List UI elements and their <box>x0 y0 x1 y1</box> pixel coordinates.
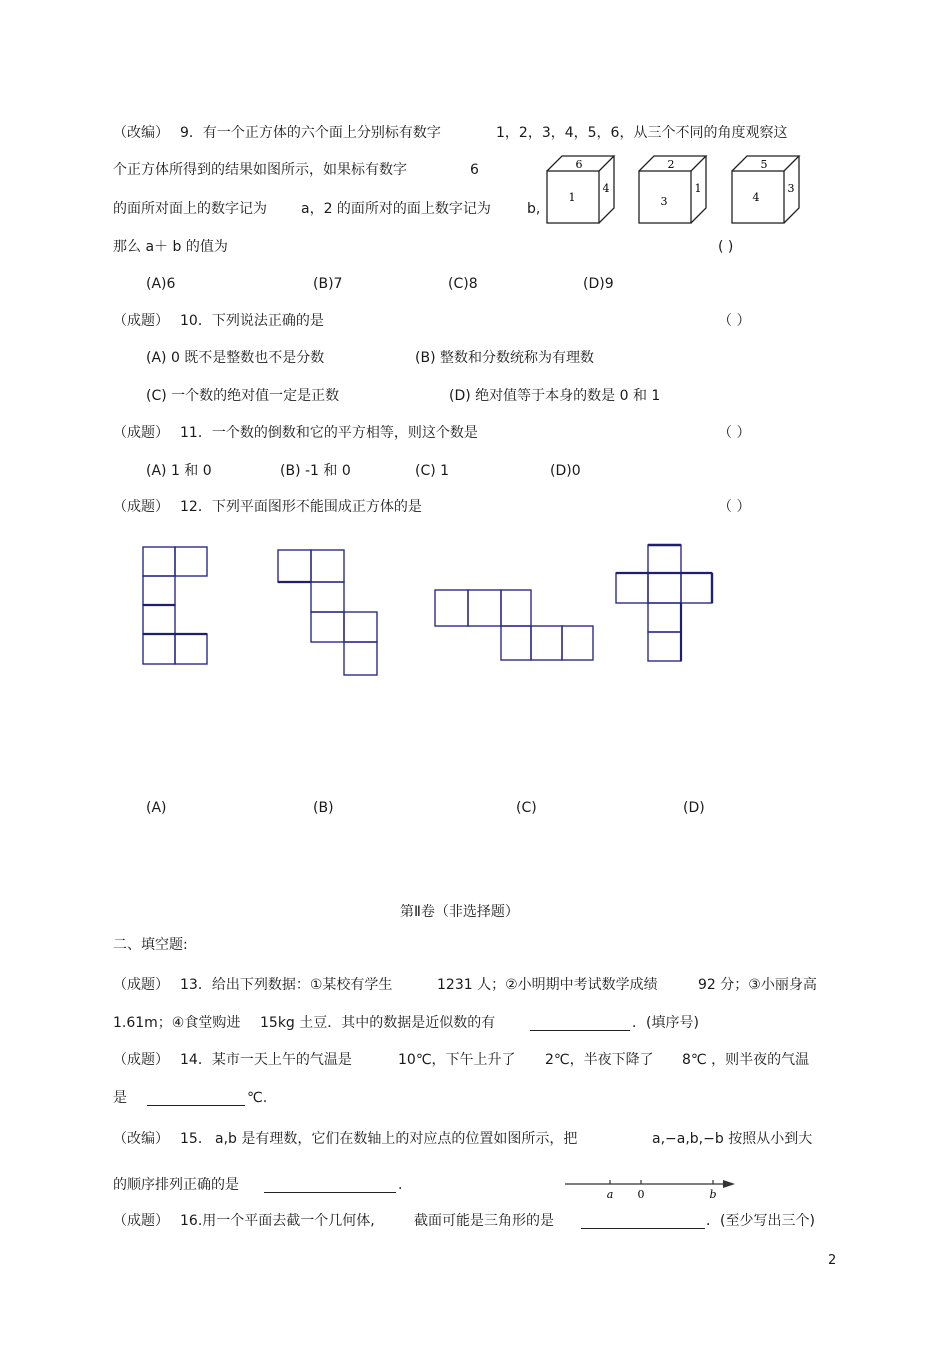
q13-text-1b: 1231 人；②小明期中考试数学成绩 <box>437 977 658 993</box>
q9-text-4: 那么 a＋ b 的值为 <box>113 239 228 255</box>
q13-text-2a: 1.61m；④食堂购进 <box>113 1015 241 1031</box>
q14-text-2b: ℃. <box>247 1090 268 1106</box>
q15-text-2a: 的顺序排列正确的是 <box>113 1177 239 1193</box>
q10-text: 10．下列说法正确的是 <box>180 313 324 329</box>
q15-text-1b: a,b 是有理数，它们在数轴上的对应点的位置如图所示，把 <box>215 1131 578 1147</box>
q12-net-d <box>615 544 715 664</box>
q15-text-1a: 15． <box>180 1131 212 1147</box>
q9-option-b: (B)7 <box>313 276 343 292</box>
page-number: 2 <box>828 1253 837 1268</box>
q14-text-1c: 2℃，半夜下降了 <box>545 1052 654 1068</box>
q16-text-1a: 16.用一个平面去截一个几何体, <box>180 1213 375 1229</box>
q11-option-d: (D)0 <box>550 463 581 479</box>
q14-text-2a: 是 <box>113 1090 127 1106</box>
q13-answer-blank[interactable] <box>530 1014 630 1031</box>
q13-text-1c: 92 分；③小丽身高 <box>698 977 817 993</box>
q9-text-3c: b, <box>527 201 541 217</box>
section-title: 第Ⅱ卷（非选择题） <box>400 904 519 920</box>
q12-option-a: (A) <box>146 800 167 816</box>
q9-cube-1 <box>546 155 616 225</box>
q10-option-c: (C) 一个数的绝对值一定是正数 <box>146 388 340 404</box>
cube-1-top: 6 <box>575 158 583 171</box>
q10-option-d: (D) 绝对值等于本身的数是 0 和 1 <box>449 388 661 404</box>
q15-tag: （改编） <box>113 1131 169 1147</box>
q9-answer-paren: ( ) <box>718 239 734 255</box>
q11-answer-paren: （ ） <box>718 425 751 441</box>
axis-label-a: a <box>606 1188 614 1201</box>
cube-2-top: 2 <box>667 158 675 171</box>
cube-3-top: 5 <box>760 158 768 171</box>
cube-1-right: 4 <box>602 182 610 195</box>
cube-3-right: 3 <box>787 182 795 195</box>
q15-number-line <box>565 1172 737 1202</box>
cube-2-right: 1 <box>694 182 702 195</box>
q15-text-1c: a,−a,b,−b 按照从小到大 <box>652 1131 813 1147</box>
q12-text: 12．下列平面图形不能围成正方体的是 <box>180 499 422 515</box>
q11-tag: （成题） <box>113 425 169 441</box>
q15-text-2b: . <box>398 1177 403 1193</box>
q16-answer-blank[interactable] <box>581 1212 705 1229</box>
q11-option-b: (B) -1 和 0 <box>280 463 351 479</box>
q12-option-c: (C) <box>516 800 537 816</box>
q10-tag: （成题） <box>113 313 169 329</box>
q14-text-1d: 8℃ ，则半夜的气温 <box>682 1052 810 1068</box>
q10-option-b: (B) 整数和分数统称为有理数 <box>415 350 594 366</box>
q9-text-2a: 个正方体所得到的结果如图所示，如果标有数字 <box>113 162 407 178</box>
q12-net-c <box>434 589 596 663</box>
cube-2-front: 3 <box>660 195 668 208</box>
axis-label-zero: 0 <box>637 1188 645 1201</box>
q16-text-1c: ．(至少写出三个) <box>706 1213 815 1229</box>
cube-3-front: 4 <box>752 191 760 204</box>
q13-text-2c: ．(填序号) <box>632 1015 699 1031</box>
q9-cube-2 <box>638 155 708 225</box>
q13-text-2b: 15kg 土豆．其中的数据是近似数的有 <box>260 1015 496 1031</box>
q9-option-c: (C)8 <box>448 276 478 292</box>
q11-option-c: (C) 1 <box>415 463 450 479</box>
q12-answer-paren: （ ） <box>718 499 751 515</box>
q9-cube-3 <box>731 155 801 225</box>
q12-net-a <box>142 546 210 668</box>
axis-arrow-icon <box>723 1180 735 1188</box>
q9-text-2b: 6 <box>470 162 479 178</box>
q13-tag: （成题） <box>113 977 169 993</box>
q12-tag: （成题） <box>113 499 169 515</box>
q9-option-d: (D)9 <box>583 276 614 292</box>
q13-text-1a: 13．给出下列数据：①某校有学生 <box>180 977 393 993</box>
q14-text-1a: 14．某市一天上午的气温是 <box>180 1052 352 1068</box>
q12-option-b: (B) <box>313 800 334 816</box>
q14-answer-blank[interactable] <box>147 1089 245 1106</box>
q14-text-1b: 10℃，下午上升了 <box>398 1052 516 1068</box>
q16-text-1b: 截面可能是三角形的是 <box>414 1213 554 1229</box>
q12-option-d: (D) <box>683 800 705 816</box>
q10-answer-paren: （ ） <box>718 313 751 329</box>
q9-text-1a: 9．有一个正方体的六个面上分别标有数字 <box>180 125 441 141</box>
q9-option-a: (A)6 <box>146 276 176 292</box>
q9-text-3b: a，2 的面所对的面上数字记为 <box>301 201 491 217</box>
q9-text-1b: 1，2，3，4，5，6，从三个不同的角度观察这 <box>496 125 788 141</box>
axis-label-b: b <box>709 1188 717 1201</box>
q12-net-b <box>277 549 381 679</box>
q16-tag: （成题） <box>113 1213 169 1229</box>
cube-1-front: 1 <box>568 191 576 204</box>
q11-option-a: (A) 1 和 0 <box>146 463 212 479</box>
q10-option-a: (A) 0 既不是整数也不是分数 <box>146 350 325 366</box>
q9-text-3a: 的面所对面上的数字记为 <box>113 201 267 217</box>
q11-text: 11．一个数的倒数和它的平方相等，则这个数是 <box>180 425 478 441</box>
section-heading: 二、填空题: <box>113 937 188 953</box>
q14-tag: （成题） <box>113 1052 169 1068</box>
q15-answer-blank[interactable] <box>264 1176 396 1193</box>
q9-tag: （改编） <box>113 125 169 141</box>
